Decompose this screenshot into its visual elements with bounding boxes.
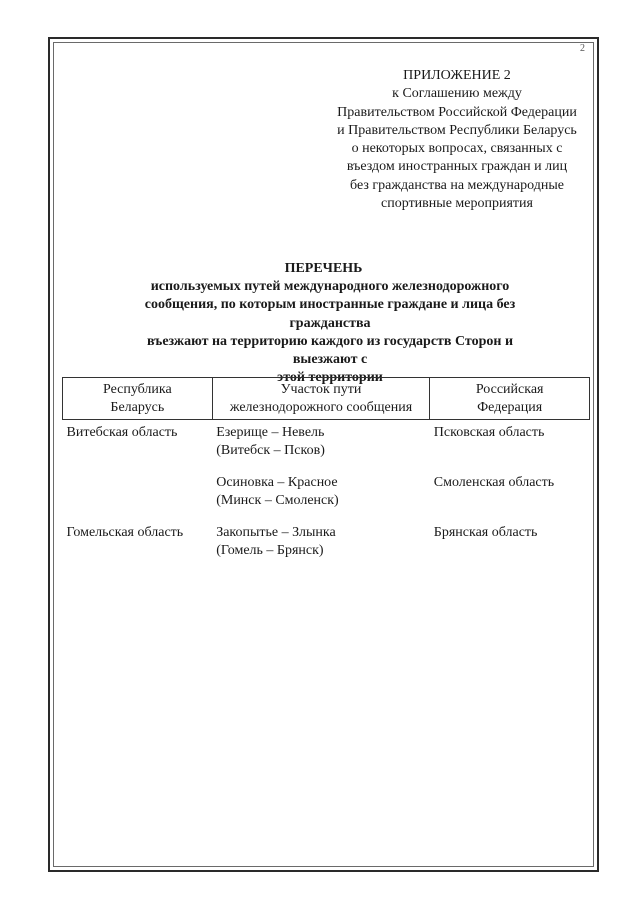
subtitle-line: сообщения, по которым иностранные граждане и лица без гражданства: [144, 297, 516, 331]
railway-routes-table: [62, 377, 590, 574]
subtitle-line: этой территории: [277, 370, 383, 386]
header-line: Беларусь: [110, 400, 165, 415]
appendix-line: Правительством Российской Федерации: [337, 104, 577, 120]
section-line: (Витебск – Псков): [216, 443, 325, 458]
cell-belarus: Гомельская область: [66, 525, 184, 540]
appendix-line: без гражданства на международные: [350, 177, 564, 193]
cell-russia: Псковская область: [433, 425, 545, 440]
section-line: (Гомель – Брянск): [216, 543, 324, 558]
document-title: ПЕРЕЧЕНЬ: [284, 261, 363, 276]
cell-section: [212, 474, 430, 524]
cell-russia: Брянская область: [433, 525, 538, 540]
header-line: Республика: [102, 382, 172, 397]
section-line: Осиновка – Красное: [216, 475, 338, 490]
appendix-line: спортивные мероприятия: [381, 196, 533, 212]
document-page: [48, 37, 599, 872]
header-line: Российская: [475, 382, 544, 397]
appendix-line: и Правительством Республики Беларусь: [337, 122, 577, 138]
subtitle-line: въезжают на территорию каждого из государств Сторон и выезжают с: [146, 333, 514, 368]
page-number: 2: [580, 43, 585, 54]
cell-russia: Смоленская область: [433, 475, 555, 490]
appendix-line: ПРИЛОЖЕНИЕ 2: [403, 68, 511, 83]
table-row: [63, 420, 590, 475]
header-belarus: [63, 378, 213, 420]
appendix-line: въездом иностранных граждан и лиц: [346, 159, 568, 175]
table-header-row: [63, 378, 590, 420]
cell-section: [212, 524, 430, 574]
table-row: [63, 474, 590, 524]
cell-belarus: Витебская область: [66, 425, 178, 440]
appendix-line: к Соглашению между: [392, 86, 522, 102]
header-section: [212, 378, 430, 420]
cell-belarus: [63, 474, 213, 524]
document-subtitle: [130, 278, 530, 388]
section-line: Езерище – Невель: [216, 425, 325, 440]
header-line: Участок пути: [280, 382, 362, 397]
header-russia: [430, 378, 590, 420]
section-line: Закопытье – Злынка: [216, 525, 336, 540]
appendix-block: [312, 67, 602, 213]
subtitle-line: используемых путей международного железнодорожного: [150, 279, 510, 294]
header-line: Федерация: [477, 400, 543, 415]
appendix-line: о некоторых вопросах, связанных с: [351, 141, 563, 157]
table-row: [63, 524, 590, 574]
section-line: (Минск – Смоленск): [216, 493, 339, 508]
cell-section: [212, 420, 430, 475]
header-line: железнодорожного сообщения: [229, 400, 413, 415]
